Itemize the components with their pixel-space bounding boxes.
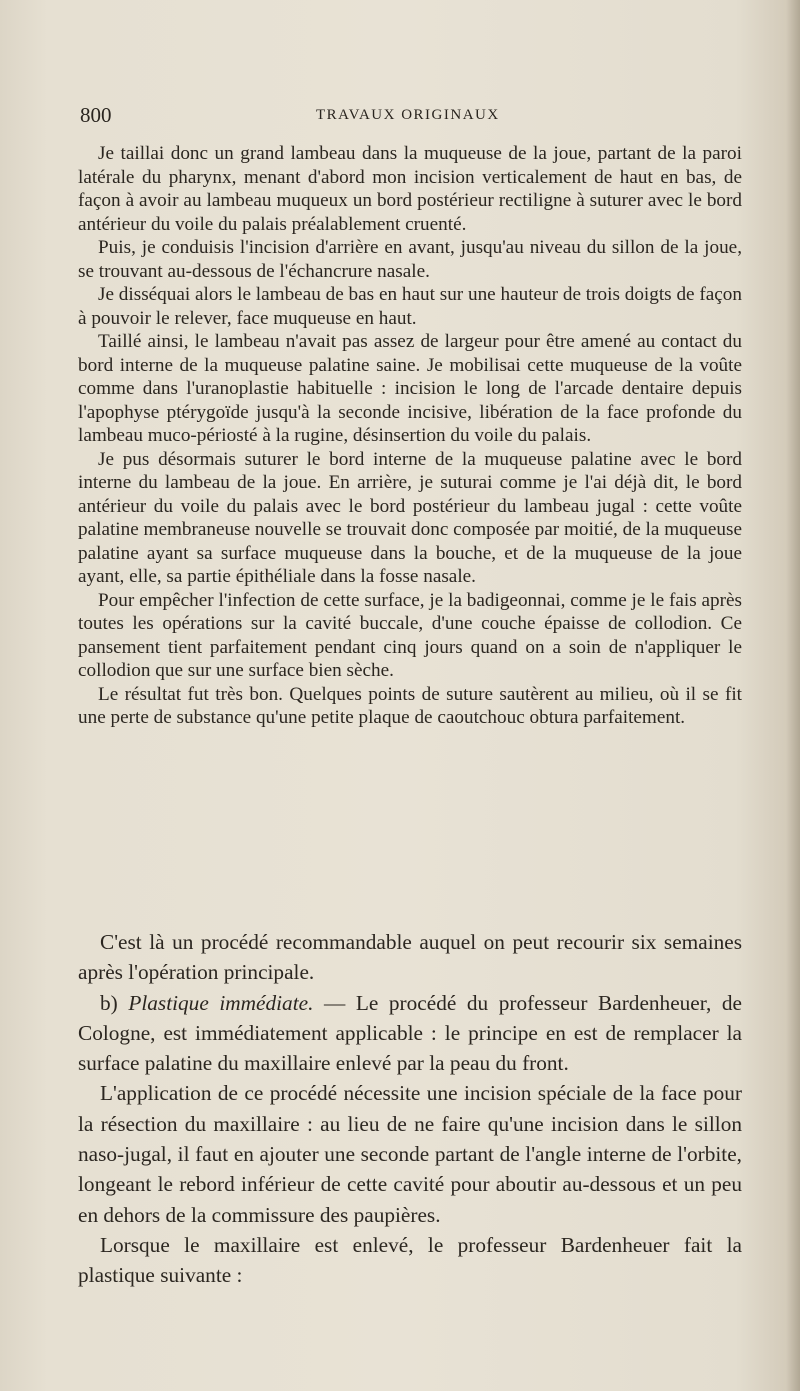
paragraph: Lorsque le maxillaire est enlevé, le professeur Bardenheuer fait la plastique suivante : <box>78 1232 742 1288</box>
large-print-block <box>78 927 742 1291</box>
paragraph: Puis, je conduisis l'incision d'arrière en avant, jusqu'au niveau du sillon de la joue, se trouvant au-dessous de l'échancrure nasale. <box>78 237 742 282</box>
page-header <box>80 103 740 129</box>
small-print-block <box>78 142 742 730</box>
paragraph: Le résultat fut très bon. Quelques points de suture sautèrent au milieu, où il se fit une perte de substance qu'une petite plaque de caoutchouc obtura parfaitement. <box>78 683 742 728</box>
section-heading: Plastique immédiate. <box>128 990 314 1015</box>
paragraph: C'est là un procédé recommandable auquel on peut recourir six semaines après l'opération principale. <box>78 930 742 985</box>
page-number: 800 <box>80 103 112 127</box>
paragraph: L'application de ce procédé nécessite une incision spéciale de la face pour la résection du maxillaire : au lieu de ne faire qu'une incision dans le sillon naso-jugal, il faut en ajouter une seconde partant de l'angle interne de l'orbite, longeant le rebord inférieur de cette cavité pour aboutir au-dessous et un peu en dehors de la commissure des paupières. <box>78 1081 742 1227</box>
paragraph-plastique-immediate <box>78 988 742 1079</box>
paragraph: Pour empêcher l'infection de cette surface, je la badigeonnai, comme je le fais après toutes les opérations sur la cavité buccale, d'une couche épaisse de collodion. Ce pansement tient parfaitement pendant cinq jours quand on a soin de n'appliquer le collodion que sur une surface bien sèche. <box>78 589 742 681</box>
section-label: b) <box>100 990 129 1015</box>
paragraph: Je disséquai alors le lambeau de bas en haut sur une hauteur de trois doigts de façon à pouvoir le relever, face muqueuse en haut. <box>78 284 742 329</box>
page-edge-shadow <box>786 0 800 1391</box>
paragraph: Taillé ainsi, le lambeau n'avait pas assez de largeur pour être amené au contact du bord interne de la muqueuse palatine saine. Je mobilisai cette muqueuse de la voûte comme dans l'uranoplastie habituelle : incision le long de l'arcade dentaire depuis l'apophyse ptérygoïde jusqu'à la seconde incisive, libération de la face profonde du lambeau muco-périosté à la rugine, désinsertion du voile du palais. <box>78 331 742 446</box>
running-head: TRAVAUX ORIGINAUX <box>316 107 500 123</box>
paragraph: Je pus désormais suturer le bord interne de la muqueuse palatine avec le bord interne du lambeau de la joue. En arrière, je suturai comme je l'ai déjà dit, le bord antérieur du voile du palais avec le bord postérieur du lambeau jugal : cette voûte palatine membraneuse nouvelle se trouvait donc composée par moitié, de la muqueuse palatine ayant sa surface muqueuse dans la bouche, et de la muqueuse de la joue ayant, elle, sa partie épithéliale dans la fosse nasale. <box>78 448 742 587</box>
paragraph-text: — Le procédé du professeur Bardenheuer, de Cologne, est immédiatement applicable : le principe en est de remplacer la surface palatine du maxillaire enlevé par la peau du front. <box>78 990 742 1076</box>
paragraph: Je taillai donc un grand lambeau dans la muqueuse de la joue, partant de la paroi latérale du pharynx, menant d'abord mon incision verticalement de haut en bas, de façon à avoir au lambeau muqueux un bord postérieur rectiligne à suturer avec le bord antérieur du voile du palais préalablement cruenté. <box>78 143 742 235</box>
